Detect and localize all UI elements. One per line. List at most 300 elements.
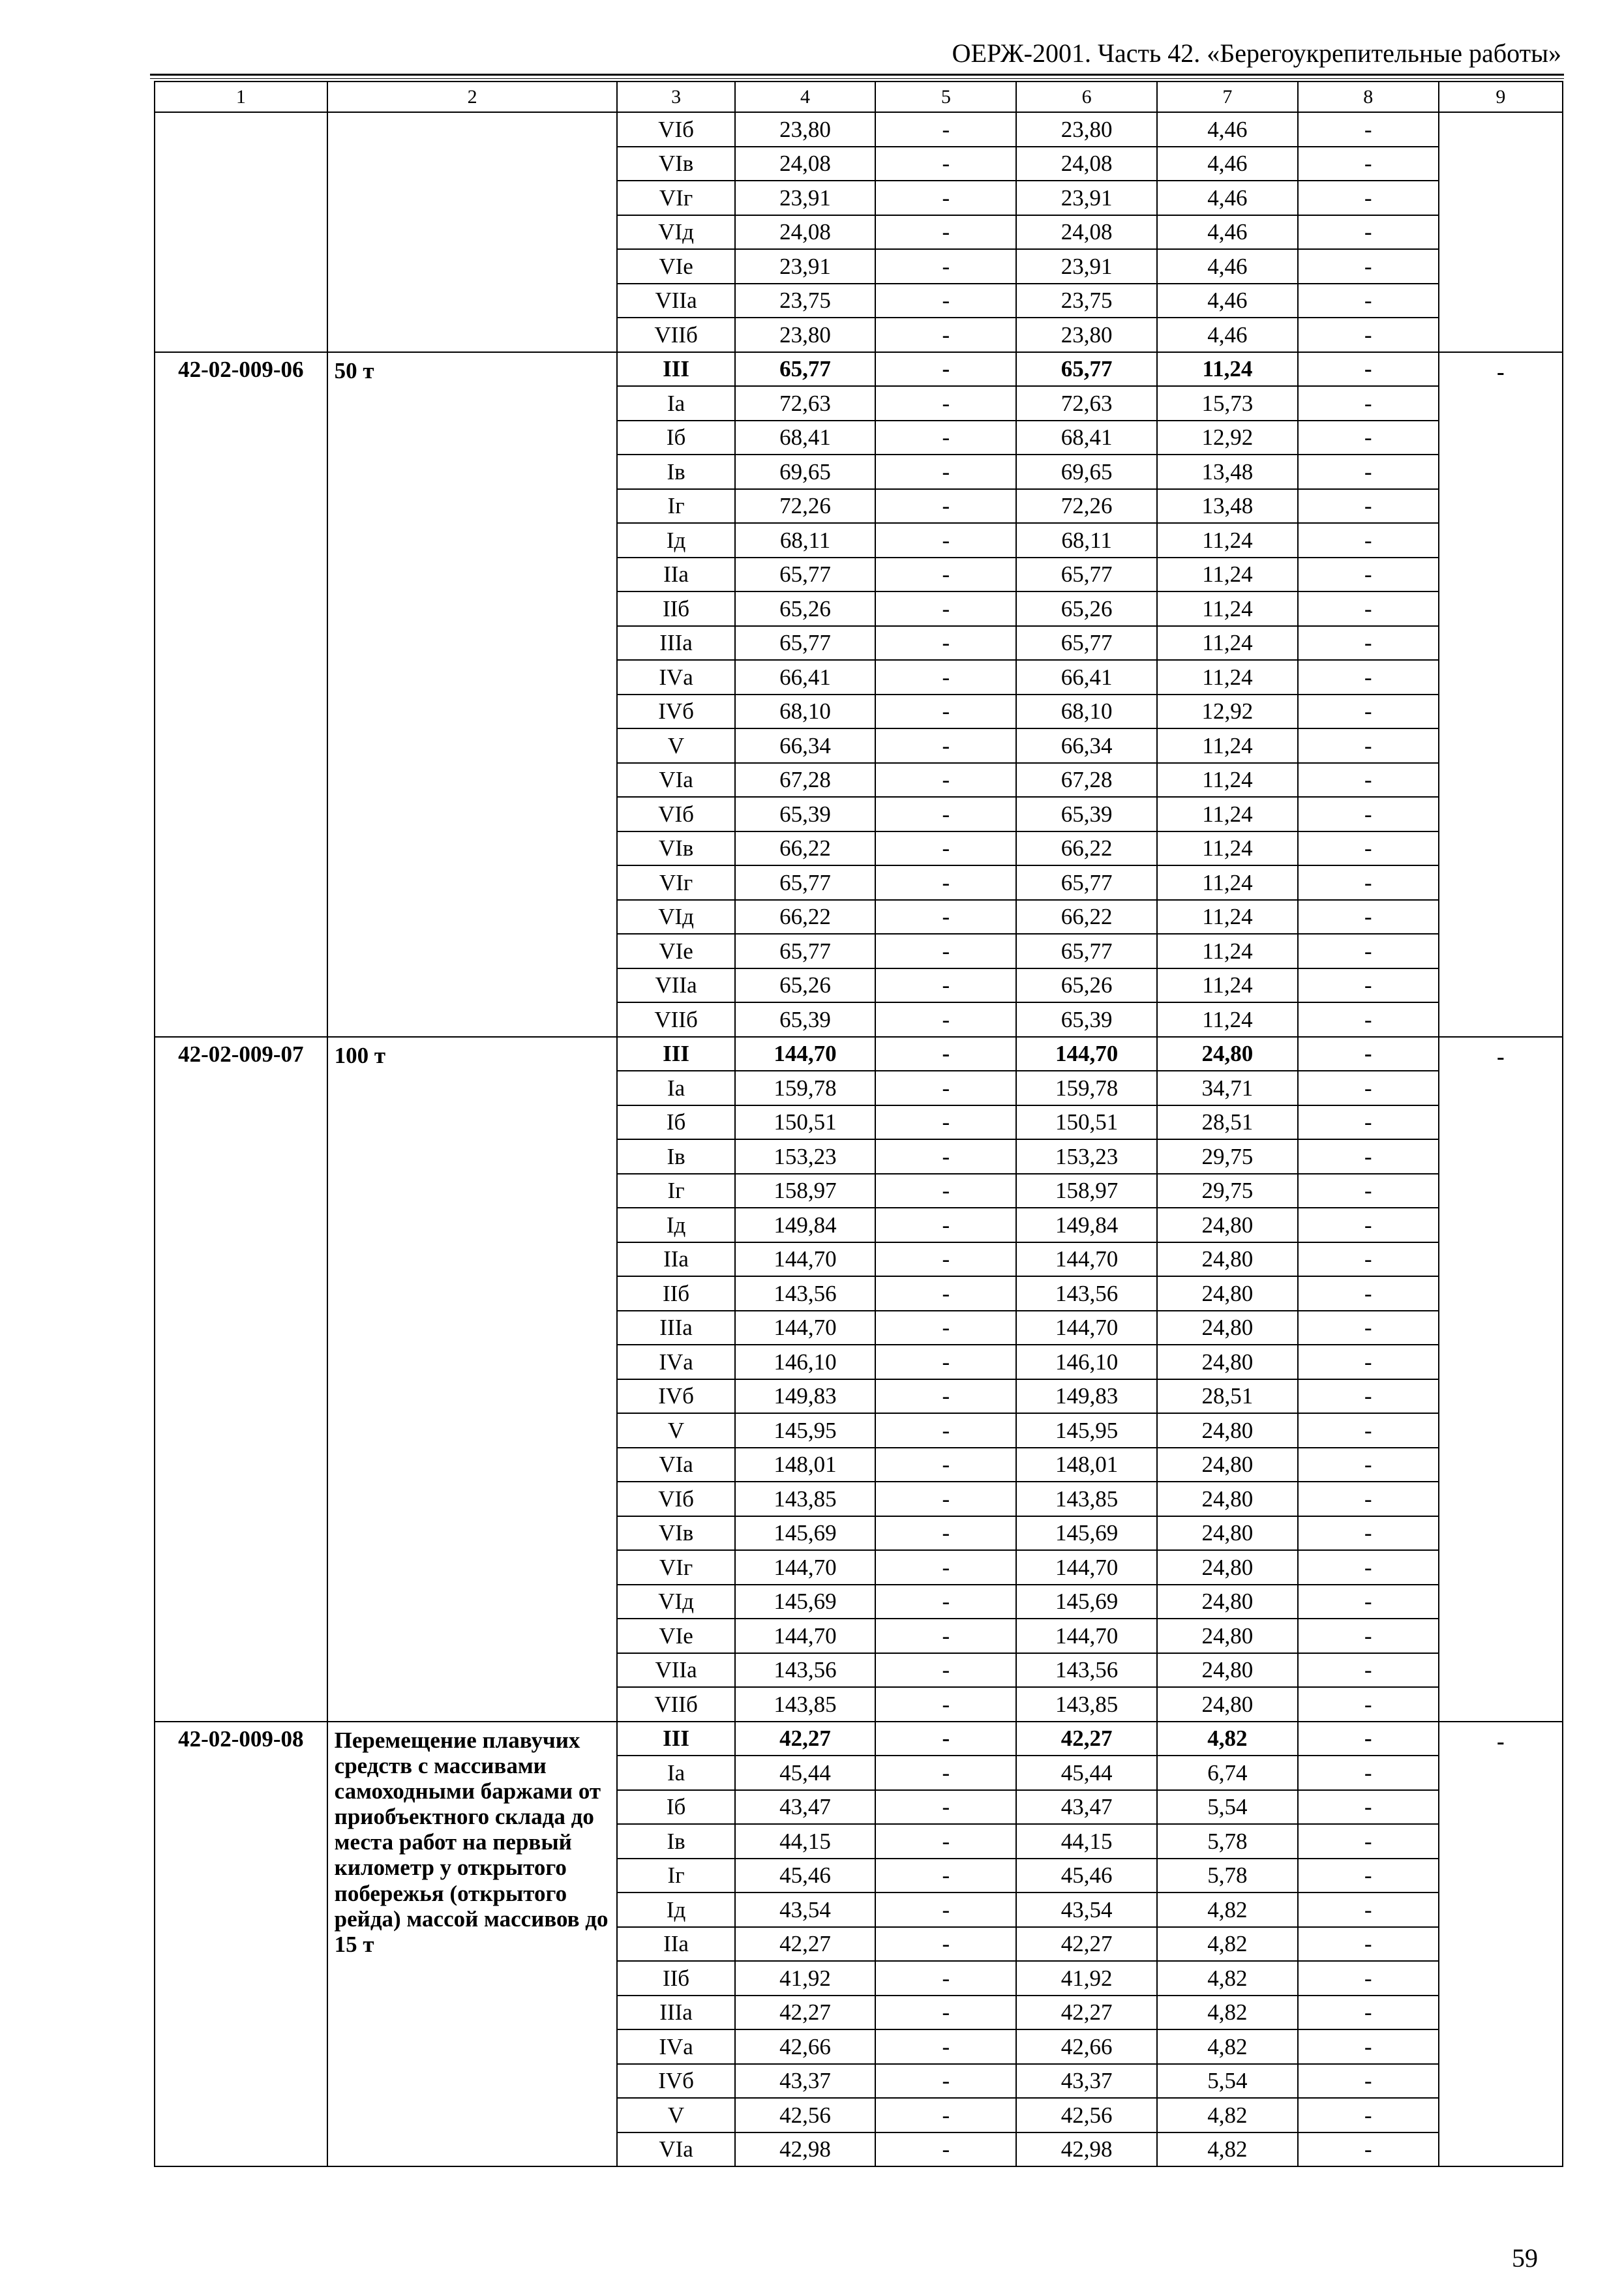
materials-cell: - (1298, 1619, 1439, 1653)
column-number: 5 (875, 82, 1016, 112)
cost-direct-cell: 145,69 (735, 1516, 876, 1551)
column-number: 9 (1439, 82, 1563, 112)
cost-direct-cell: 143,85 (735, 1687, 876, 1722)
materials-cell: - (1298, 1002, 1439, 1037)
zone-cell: IIб (617, 1276, 734, 1311)
materials-cell: - (1298, 1550, 1439, 1585)
cost-machines-cell: 145,69 (1016, 1585, 1157, 1619)
zone-cell: VIIб (617, 1002, 734, 1037)
materials-cell: - (1298, 1927, 1439, 1962)
page-number: 59 (1512, 2243, 1538, 2273)
column-number: 1 (155, 82, 327, 112)
machinists-wage-cell: 11,24 (1157, 728, 1298, 763)
machinists-wage-cell: 24,80 (1157, 1413, 1298, 1448)
machinists-wage-cell: 11,24 (1157, 865, 1298, 900)
cost-direct-cell: 144,70 (735, 1311, 876, 1345)
table-row (155, 352, 1563, 387)
cost-machines-cell: 143,56 (1016, 1276, 1157, 1311)
materials-cell: - (1298, 1516, 1439, 1551)
machinists-wage-cell: 6,74 (1157, 1756, 1298, 1790)
machinists-wage-cell: 24,80 (1157, 1345, 1298, 1379)
materials-cell: - (1298, 1379, 1439, 1414)
cost-labor-cell: - (875, 1037, 1016, 1071)
cost-labor-cell: - (875, 1756, 1016, 1790)
machinists-wage-cell: 13,48 (1157, 489, 1298, 524)
cost-machines-cell: 45,46 (1016, 1859, 1157, 1893)
materials-cell: - (1298, 1037, 1439, 1071)
materials-cell: - (1298, 1961, 1439, 1996)
cost-labor-cell: - (875, 1927, 1016, 1962)
column-number: 3 (617, 82, 734, 112)
cost-direct-cell: 42,98 (735, 2132, 876, 2167)
work-name-cell: 100 т (327, 1037, 618, 1722)
cost-labor-cell: - (875, 1379, 1016, 1414)
cost-direct-cell: 69,65 (735, 455, 876, 489)
materials-cell: - (1298, 900, 1439, 935)
materials-cell: - (1298, 1276, 1439, 1311)
zone-cell: V (617, 728, 734, 763)
cost-machines-cell: 149,84 (1016, 1208, 1157, 1242)
zone-cell: V (617, 2098, 734, 2132)
col9-cell: - (1439, 1722, 1563, 2167)
zone-cell: VIIб (617, 318, 734, 352)
zone-cell: Iд (617, 1208, 734, 1242)
materials-cell: - (1298, 695, 1439, 729)
cost-machines-cell: 153,23 (1016, 1139, 1157, 1174)
cost-machines-cell: 44,15 (1016, 1824, 1157, 1859)
cost-direct-cell: 67,28 (735, 763, 876, 798)
materials-cell: - (1298, 2064, 1439, 2099)
cost-labor-cell: - (875, 1448, 1016, 1482)
zone-cell: VIа (617, 763, 734, 798)
cost-machines-cell: 65,39 (1016, 797, 1157, 831)
cost-direct-cell: 66,22 (735, 900, 876, 935)
zone-cell: VIе (617, 249, 734, 284)
cost-labor-cell: - (875, 1413, 1016, 1448)
materials-cell: - (1298, 2098, 1439, 2132)
cost-machines-cell: 144,70 (1016, 1242, 1157, 1277)
cost-machines-cell: 148,01 (1016, 1448, 1157, 1482)
cost-direct-cell: 66,22 (735, 831, 876, 866)
cost-direct-cell: 159,78 (735, 1071, 876, 1105)
zone-cell: IVб (617, 695, 734, 729)
zone-cell: IIIа (617, 1311, 734, 1345)
machinists-wage-cell: 11,24 (1157, 763, 1298, 798)
cost-direct-cell: 146,10 (735, 1345, 876, 1379)
cost-labor-cell: - (875, 1722, 1016, 1756)
materials-cell: - (1298, 489, 1439, 524)
cost-labor-cell: - (875, 1105, 1016, 1140)
cost-labor-cell: - (875, 1996, 1016, 2030)
zone-cell: IVа (617, 660, 734, 695)
rate-code-cell: 42-02-009-07 (155, 1037, 327, 1722)
work-name-cell: 50 т (327, 352, 618, 1037)
machinists-wage-cell: 24,80 (1157, 1311, 1298, 1345)
cost-machines-cell: 149,83 (1016, 1379, 1157, 1414)
zone-cell: Iг (617, 489, 734, 524)
machinists-wage-cell: 11,24 (1157, 1002, 1298, 1037)
cost-machines-cell: 146,10 (1016, 1345, 1157, 1379)
machinists-wage-cell: 11,24 (1157, 523, 1298, 558)
col9-cell (1439, 112, 1563, 352)
col9-cell: - (1439, 352, 1563, 1037)
cost-direct-cell: 65,77 (735, 934, 876, 968)
cost-direct-cell: 24,08 (735, 147, 876, 181)
cost-direct-cell: 23,91 (735, 249, 876, 284)
cost-labor-cell: - (875, 660, 1016, 695)
materials-cell: - (1298, 763, 1439, 798)
cost-labor-cell: - (875, 2098, 1016, 2132)
zone-cell: VIIа (617, 968, 734, 1003)
cost-direct-cell: 65,77 (735, 865, 876, 900)
cost-machines-cell: 45,44 (1016, 1756, 1157, 1790)
zone-cell: VIIа (617, 284, 734, 318)
cost-machines-cell: 23,80 (1016, 112, 1157, 147)
cost-direct-cell: 65,26 (735, 968, 876, 1003)
cost-labor-cell: - (875, 695, 1016, 729)
cost-labor-cell: - (875, 1619, 1016, 1653)
cost-direct-cell: 65,26 (735, 591, 876, 626)
cost-direct-cell: 42,27 (735, 1996, 876, 2030)
cost-machines-cell: 42,27 (1016, 1927, 1157, 1962)
cost-direct-cell: 72,26 (735, 489, 876, 524)
cost-labor-cell: - (875, 1550, 1016, 1585)
materials-cell: - (1298, 1071, 1439, 1105)
zone-cell: VIг (617, 1550, 734, 1585)
machinists-wage-cell: 34,71 (1157, 1071, 1298, 1105)
cost-labor-cell: - (875, 112, 1016, 147)
zone-cell: Iб (617, 1790, 734, 1825)
column-number: 4 (735, 82, 876, 112)
cost-direct-cell: 143,56 (735, 1653, 876, 1688)
cost-direct-cell: 144,70 (735, 1550, 876, 1585)
cost-labor-cell: - (875, 1790, 1016, 1825)
zone-cell: VIа (617, 2132, 734, 2167)
materials-cell: - (1298, 181, 1439, 215)
cost-machines-cell: 68,10 (1016, 695, 1157, 729)
cost-direct-cell: 149,83 (735, 1379, 876, 1414)
machinists-wage-cell: 4,82 (1157, 1722, 1298, 1756)
materials-cell: - (1298, 455, 1439, 489)
cost-machines-cell: 159,78 (1016, 1071, 1157, 1105)
materials-cell: - (1298, 1859, 1439, 1893)
cost-labor-cell: - (875, 1482, 1016, 1516)
cost-machines-cell: 145,69 (1016, 1516, 1157, 1551)
materials-cell: - (1298, 865, 1439, 900)
machinists-wage-cell: 11,24 (1157, 626, 1298, 661)
cost-machines-cell: 65,77 (1016, 626, 1157, 661)
zone-cell: IIб (617, 1961, 734, 1996)
cost-machines-cell: 143,85 (1016, 1687, 1157, 1722)
zone-cell: VIг (617, 181, 734, 215)
materials-cell: - (1298, 1345, 1439, 1379)
machinists-wage-cell: 11,24 (1157, 968, 1298, 1003)
zone-cell: III (617, 1722, 734, 1756)
machinists-wage-cell: 4,82 (1157, 1996, 1298, 2030)
cost-machines-cell: 144,70 (1016, 1619, 1157, 1653)
machinists-wage-cell: 24,80 (1157, 1242, 1298, 1277)
machinists-wage-cell: 24,80 (1157, 1037, 1298, 1071)
cost-direct-cell: 42,27 (735, 1927, 876, 1962)
cost-direct-cell: 68,10 (735, 695, 876, 729)
zone-cell: Iб (617, 1105, 734, 1140)
cost-machines-cell: 65,26 (1016, 968, 1157, 1003)
materials-cell: - (1298, 386, 1439, 421)
machinists-wage-cell: 4,82 (1157, 2029, 1298, 2064)
cost-direct-cell: 23,91 (735, 181, 876, 215)
materials-cell: - (1298, 1208, 1439, 1242)
cost-labor-cell: - (875, 865, 1016, 900)
column-number: 7 (1157, 82, 1298, 112)
machinists-wage-cell: 24,80 (1157, 1550, 1298, 1585)
zone-cell: IIа (617, 558, 734, 592)
materials-cell: - (1298, 1139, 1439, 1174)
cost-labor-cell: - (875, 523, 1016, 558)
cost-direct-cell: 68,41 (735, 421, 876, 455)
cost-labor-cell: - (875, 1242, 1016, 1277)
cost-machines-cell: 66,41 (1016, 660, 1157, 695)
cost-labor-cell: - (875, 591, 1016, 626)
table-row (155, 1722, 1563, 1756)
cost-machines-cell: 65,77 (1016, 558, 1157, 592)
machinists-wage-cell: 24,80 (1157, 1585, 1298, 1619)
rate-code-cell: 42-02-009-08 (155, 1722, 327, 2167)
cost-labor-cell: - (875, 626, 1016, 661)
cost-direct-cell: 41,92 (735, 1961, 876, 1996)
cost-labor-cell: - (875, 900, 1016, 935)
zone-cell: IVб (617, 1379, 734, 1414)
cost-machines-cell: 66,22 (1016, 831, 1157, 866)
zone-cell: VIд (617, 900, 734, 935)
machinists-wage-cell: 11,24 (1157, 900, 1298, 935)
materials-cell: - (1298, 1413, 1439, 1448)
zone-cell: VIв (617, 831, 734, 866)
cost-direct-cell: 72,63 (735, 386, 876, 421)
zone-cell: Iа (617, 386, 734, 421)
cost-labor-cell: - (875, 215, 1016, 250)
cost-machines-cell: 43,54 (1016, 1893, 1157, 1927)
zone-cell: Iа (617, 1071, 734, 1105)
cost-machines-cell: 24,08 (1016, 147, 1157, 181)
zone-cell: Iв (617, 1824, 734, 1859)
zone-cell: VIд (617, 215, 734, 250)
machinists-wage-cell: 4,82 (1157, 2098, 1298, 2132)
cost-direct-cell: 145,69 (735, 1585, 876, 1619)
cost-labor-cell: - (875, 1859, 1016, 1893)
cost-labor-cell: - (875, 1071, 1016, 1105)
cost-labor-cell: - (875, 1516, 1016, 1551)
cost-labor-cell: - (875, 763, 1016, 798)
zone-cell: VIб (617, 112, 734, 147)
cost-machines-cell: 66,34 (1016, 728, 1157, 763)
zone-cell: IVб (617, 2064, 734, 2099)
machinists-wage-cell: 12,92 (1157, 421, 1298, 455)
machinists-wage-cell: 11,24 (1157, 558, 1298, 592)
header-rule-thin (150, 78, 1564, 79)
materials-cell: - (1298, 1824, 1439, 1859)
machinists-wage-cell: 24,80 (1157, 1208, 1298, 1242)
cost-direct-cell: 149,84 (735, 1208, 876, 1242)
machinists-wage-cell: 4,82 (1157, 2132, 1298, 2167)
machinists-wage-cell: 24,80 (1157, 1516, 1298, 1551)
machinists-wage-cell: 11,24 (1157, 797, 1298, 831)
rate-code-cell (155, 112, 327, 352)
cost-machines-cell: 42,66 (1016, 2029, 1157, 2064)
materials-cell: - (1298, 112, 1439, 147)
zone-cell: IIIа (617, 1996, 734, 2030)
materials-cell: - (1298, 1448, 1439, 1482)
machinists-wage-cell: 24,80 (1157, 1687, 1298, 1722)
table-row (155, 1037, 1563, 1071)
cost-direct-cell: 68,11 (735, 523, 876, 558)
cost-machines-cell: 23,91 (1016, 249, 1157, 284)
materials-cell: - (1298, 660, 1439, 695)
cost-labor-cell: - (875, 1208, 1016, 1242)
zone-cell: V (617, 1413, 734, 1448)
cost-labor-cell: - (875, 1276, 1016, 1311)
cost-direct-cell: 42,56 (735, 2098, 876, 2132)
cost-labor-cell: - (875, 1002, 1016, 1037)
cost-direct-cell: 153,23 (735, 1139, 876, 1174)
cost-direct-cell: 65,39 (735, 797, 876, 831)
materials-cell: - (1298, 1756, 1439, 1790)
cost-labor-cell: - (875, 147, 1016, 181)
materials-cell: - (1298, 1242, 1439, 1277)
machinists-wage-cell: 11,24 (1157, 352, 1298, 387)
cost-labor-cell: - (875, 1687, 1016, 1722)
materials-cell: - (1298, 421, 1439, 455)
rate-code-cell: 42-02-009-06 (155, 352, 327, 1037)
materials-cell: - (1298, 626, 1439, 661)
cost-direct-cell: 145,95 (735, 1413, 876, 1448)
zone-cell: Iд (617, 1893, 734, 1927)
machinists-wage-cell: 12,92 (1157, 695, 1298, 729)
cost-machines-cell: 143,85 (1016, 1482, 1157, 1516)
column-number-row (155, 82, 1563, 112)
machinists-wage-cell: 4,46 (1157, 112, 1298, 147)
zone-cell: IIIа (617, 626, 734, 661)
cost-direct-cell: 144,70 (735, 1619, 876, 1653)
machinists-wage-cell: 11,24 (1157, 934, 1298, 968)
zone-cell: Iг (617, 1859, 734, 1893)
zone-cell: VIе (617, 934, 734, 968)
cost-machines-cell: 145,95 (1016, 1413, 1157, 1448)
machinists-wage-cell: 24,80 (1157, 1448, 1298, 1482)
cost-machines-cell: 65,77 (1016, 934, 1157, 968)
cost-machines-cell: 158,97 (1016, 1174, 1157, 1208)
machinists-wage-cell: 11,24 (1157, 591, 1298, 626)
machinists-wage-cell: 24,80 (1157, 1482, 1298, 1516)
zone-cell: IVа (617, 1345, 734, 1379)
machinists-wage-cell: 5,78 (1157, 1859, 1298, 1893)
materials-cell: - (1298, 968, 1439, 1003)
machinists-wage-cell: 28,51 (1157, 1105, 1298, 1140)
cost-labor-cell: - (875, 455, 1016, 489)
materials-cell: - (1298, 1482, 1439, 1516)
cost-direct-cell: 43,47 (735, 1790, 876, 1825)
zone-cell: IIб (617, 591, 734, 626)
machinists-wage-cell: 11,24 (1157, 660, 1298, 695)
cost-machines-cell: 144,70 (1016, 1550, 1157, 1585)
zone-cell: VIв (617, 1516, 734, 1551)
zone-cell: Iв (617, 1139, 734, 1174)
cost-direct-cell: 143,56 (735, 1276, 876, 1311)
cost-labor-cell: - (875, 2132, 1016, 2167)
materials-cell: - (1298, 558, 1439, 592)
machinists-wage-cell: 4,82 (1157, 1927, 1298, 1962)
cost-direct-cell: 150,51 (735, 1105, 876, 1140)
cost-direct-cell: 144,70 (735, 1037, 876, 1071)
machinists-wage-cell: 4,46 (1157, 318, 1298, 352)
cost-machines-cell: 23,91 (1016, 181, 1157, 215)
rates-table-body (155, 82, 1563, 2166)
materials-cell: - (1298, 1722, 1439, 1756)
cost-machines-cell: 41,92 (1016, 1961, 1157, 1996)
cost-labor-cell: - (875, 421, 1016, 455)
cost-labor-cell: - (875, 797, 1016, 831)
materials-cell: - (1298, 1105, 1439, 1140)
cost-labor-cell: - (875, 831, 1016, 866)
zone-cell: Iг (617, 1174, 734, 1208)
cost-direct-cell: 65,77 (735, 558, 876, 592)
cost-machines-cell: 65,39 (1016, 1002, 1157, 1037)
materials-cell: - (1298, 249, 1439, 284)
cost-direct-cell: 42,27 (735, 1722, 876, 1756)
zone-cell: IIа (617, 1927, 734, 1962)
machinists-wage-cell: 29,75 (1157, 1174, 1298, 1208)
cost-labor-cell: - (875, 1653, 1016, 1688)
cost-direct-cell: 23,80 (735, 318, 876, 352)
zone-cell: VIе (617, 1619, 734, 1653)
materials-cell: - (1298, 1311, 1439, 1345)
materials-cell: - (1298, 1174, 1439, 1208)
machinists-wage-cell: 5,78 (1157, 1824, 1298, 1859)
materials-cell: - (1298, 318, 1439, 352)
materials-cell: - (1298, 591, 1439, 626)
materials-cell: - (1298, 215, 1439, 250)
materials-cell: - (1298, 1653, 1439, 1688)
zone-cell: VIIб (617, 1687, 734, 1722)
cost-direct-cell: 144,70 (735, 1242, 876, 1277)
zone-cell: III (617, 352, 734, 387)
zone-cell: VIа (617, 1448, 734, 1482)
machinists-wage-cell: 24,80 (1157, 1276, 1298, 1311)
materials-cell: - (1298, 1893, 1439, 1927)
materials-cell: - (1298, 147, 1439, 181)
cost-labor-cell: - (875, 728, 1016, 763)
cost-direct-cell: 65,77 (735, 352, 876, 387)
zone-cell: Iв (617, 455, 734, 489)
zone-cell: Iа (617, 1756, 734, 1790)
machinists-wage-cell: 28,51 (1157, 1379, 1298, 1414)
table-row (155, 112, 1563, 147)
cost-direct-cell: 143,85 (735, 1482, 876, 1516)
materials-cell: - (1298, 728, 1439, 763)
cost-machines-cell: 69,65 (1016, 455, 1157, 489)
cost-direct-cell: 66,34 (735, 728, 876, 763)
cost-machines-cell: 67,28 (1016, 763, 1157, 798)
machinists-wage-cell: 4,46 (1157, 181, 1298, 215)
zone-cell: VIб (617, 1482, 734, 1516)
machinists-wage-cell: 4,46 (1157, 249, 1298, 284)
cost-labor-cell: - (875, 386, 1016, 421)
zone-cell: IIа (617, 1242, 734, 1277)
cost-direct-cell: 158,97 (735, 1174, 876, 1208)
cost-labor-cell: - (875, 489, 1016, 524)
cost-machines-cell: 43,47 (1016, 1790, 1157, 1825)
zone-cell: VIв (617, 147, 734, 181)
cost-direct-cell: 23,80 (735, 112, 876, 147)
